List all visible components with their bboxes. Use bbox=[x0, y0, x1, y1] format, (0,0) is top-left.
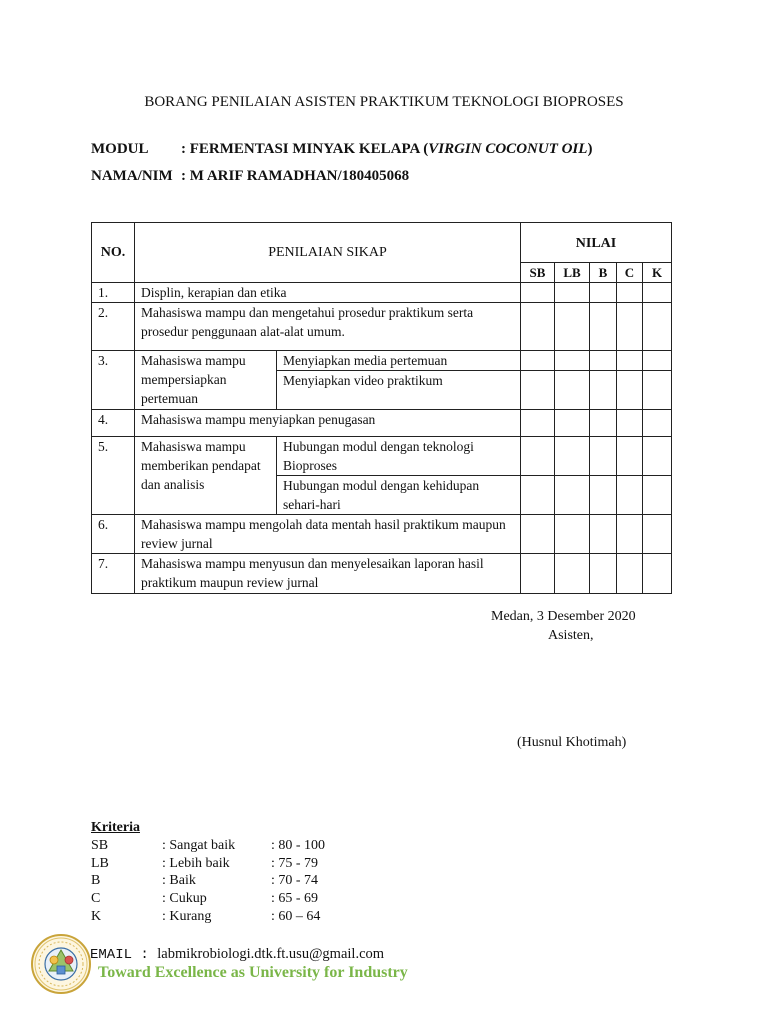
row-no: 2. bbox=[92, 303, 135, 351]
criteria-code: B bbox=[91, 873, 101, 889]
grade-cell[interactable] bbox=[643, 283, 672, 303]
row-no: 4. bbox=[92, 410, 135, 437]
grade-cell[interactable] bbox=[617, 351, 643, 371]
grade-cell[interactable] bbox=[643, 303, 672, 351]
grade-cell[interactable] bbox=[521, 554, 555, 594]
grade-cell[interactable] bbox=[643, 476, 672, 515]
table-row bbox=[92, 515, 672, 554]
email-sep: : bbox=[140, 947, 149, 963]
criteria-range: : 75 - 79 bbox=[271, 855, 319, 871]
grade-header-k: K bbox=[643, 263, 672, 283]
nama-value-line bbox=[181, 168, 409, 185]
email-label: EMAIL bbox=[90, 947, 133, 963]
nama-label: NAMA/NIM bbox=[91, 168, 173, 184]
table-row bbox=[92, 351, 672, 371]
grade-cell[interactable] bbox=[643, 515, 672, 554]
criteria-desc: : Lebih baik bbox=[162, 855, 230, 871]
criteria-item bbox=[91, 855, 391, 873]
criteria-code: K bbox=[91, 908, 102, 924]
row-subitem: Menyiapkan media pertemuan bbox=[277, 351, 521, 371]
place-date: Medan, 3 Desember 2020 bbox=[491, 609, 636, 624]
grade-cell[interactable] bbox=[555, 437, 590, 476]
criteria-range: : 70 - 74 bbox=[271, 873, 319, 889]
grade-cell[interactable] bbox=[643, 554, 672, 594]
modul-value-line bbox=[181, 141, 592, 158]
row-no: 3. bbox=[92, 351, 135, 410]
row-no: 6. bbox=[92, 515, 135, 554]
grade-cell[interactable] bbox=[590, 410, 617, 437]
grade-cell[interactable] bbox=[521, 410, 555, 437]
row-subitem: Hubungan modul dengan kehidupan sehari-hari bbox=[277, 476, 521, 515]
header-penilaian: PENILAIAN SIKAP bbox=[135, 223, 521, 283]
header-no: NO. bbox=[92, 223, 135, 283]
footer-motto: Toward Excellence as University for Industry bbox=[98, 964, 408, 981]
grade-cell[interactable] bbox=[617, 283, 643, 303]
table-row bbox=[92, 437, 672, 476]
nama-sep: : bbox=[181, 168, 186, 184]
modul-close: ) bbox=[587, 141, 593, 157]
row-text: Mahasiswa mampu menyiapkan penugasan bbox=[135, 410, 521, 437]
criteria-range: : 65 - 69 bbox=[271, 891, 319, 907]
signature-name: (Husnul Khotimah) bbox=[517, 735, 627, 750]
row-text: Mahasiswa mampu menyusun dan menyelesaikan laporan hasil praktikum maupun review jurnal bbox=[135, 554, 521, 594]
table-row bbox=[92, 303, 672, 351]
row-subitem: Menyiapkan video praktikum bbox=[277, 371, 521, 410]
criteria-item bbox=[91, 890, 391, 908]
grade-cell[interactable] bbox=[521, 437, 555, 476]
grade-cell[interactable] bbox=[555, 476, 590, 515]
grade-cell[interactable] bbox=[555, 410, 590, 437]
table-row bbox=[92, 410, 672, 437]
criteria-desc: : Kurang bbox=[162, 908, 212, 924]
row-subitem: Hubungan modul dengan teknologi Bioproses bbox=[277, 437, 521, 476]
criteria-item bbox=[91, 837, 391, 855]
modul-line bbox=[91, 141, 149, 158]
assessment-table bbox=[91, 222, 672, 594]
criteria-range: : 60 – 64 bbox=[271, 908, 321, 924]
table-row bbox=[92, 283, 672, 303]
row-text: Displin, kerapian dan etika bbox=[135, 283, 521, 303]
criteria-desc: : Baik bbox=[162, 873, 196, 889]
grade-cell[interactable] bbox=[590, 371, 617, 410]
row-text: Mahasiswa mampu mengolah data mentah hasil praktikum maupun review jurnal bbox=[135, 515, 521, 554]
header-nilai: NILAI bbox=[521, 223, 672, 263]
grade-cell[interactable] bbox=[555, 554, 590, 594]
modul-value: FERMENTASI MINYAK KELAPA ( bbox=[189, 141, 429, 157]
grade-cell[interactable] bbox=[555, 283, 590, 303]
row-no: 1. bbox=[92, 283, 135, 303]
modul-sep: : bbox=[181, 141, 186, 157]
grade-cell[interactable] bbox=[617, 437, 643, 476]
nama-value: M ARIF RAMADHAN/180405068 bbox=[189, 168, 410, 184]
criteria-desc: : Cukup bbox=[162, 891, 207, 907]
grade-cell[interactable] bbox=[521, 476, 555, 515]
criteria-range: : 80 - 100 bbox=[271, 837, 326, 853]
email-link[interactable]: labmikrobiologi.dtk.ft.usu@gmail.com bbox=[157, 946, 385, 962]
criteria-item bbox=[91, 908, 391, 926]
nama-line bbox=[91, 168, 173, 185]
footer-email-line bbox=[90, 946, 384, 963]
grade-cell[interactable] bbox=[590, 476, 617, 515]
criteria-code: LB bbox=[91, 855, 109, 871]
grade-cell[interactable] bbox=[643, 437, 672, 476]
grade-cell[interactable] bbox=[521, 351, 555, 371]
grade-cell[interactable] bbox=[555, 351, 590, 371]
grade-cell[interactable] bbox=[590, 437, 617, 476]
grade-cell[interactable] bbox=[590, 351, 617, 371]
row-text: Mahasiswa mampu mempersiapkan pertemuan bbox=[135, 351, 277, 410]
grade-cell[interactable] bbox=[555, 371, 590, 410]
modul-italic: VIRGIN COCONUT OIL bbox=[428, 141, 588, 157]
signature-role: Asisten, bbox=[548, 628, 594, 643]
grade-cell[interactable] bbox=[521, 371, 555, 410]
grade-cell[interactable] bbox=[617, 515, 643, 554]
grade-cell[interactable] bbox=[590, 554, 617, 594]
criteria-code: C bbox=[91, 891, 101, 907]
grade-header-b: B bbox=[590, 263, 617, 283]
grade-cell[interactable] bbox=[590, 515, 617, 554]
grade-cell[interactable] bbox=[590, 283, 617, 303]
grade-cell[interactable] bbox=[555, 515, 590, 554]
grade-cell[interactable] bbox=[643, 371, 672, 410]
grade-cell[interactable] bbox=[521, 283, 555, 303]
grade-cell[interactable] bbox=[521, 515, 555, 554]
criteria-desc: : Sangat baik bbox=[162, 837, 236, 853]
row-no: 7. bbox=[92, 554, 135, 594]
grade-cell[interactable] bbox=[617, 303, 643, 351]
grade-header-sb: SB bbox=[521, 263, 555, 283]
grade-cell[interactable] bbox=[555, 303, 590, 351]
criteria-code: SB bbox=[91, 837, 109, 853]
grade-cell[interactable] bbox=[617, 476, 643, 515]
row-text: Mahasiswa mampu dan mengetahui prosedur praktikum serta prosedur penggunaan alat-alat umum. bbox=[135, 303, 521, 351]
criteria-item bbox=[91, 872, 391, 890]
grade-header-c: C bbox=[617, 263, 643, 283]
grade-cell[interactable] bbox=[590, 303, 617, 351]
grade-cell[interactable] bbox=[617, 371, 643, 410]
grade-cell[interactable] bbox=[617, 554, 643, 594]
grade-cell[interactable] bbox=[521, 303, 555, 351]
document-title: BORANG PENILAIAN ASISTEN PRAKTIKUM TEKNOLOGI BIOPROSES bbox=[144, 94, 624, 110]
grade-cell[interactable] bbox=[643, 410, 672, 437]
modul-label: MODUL bbox=[91, 141, 149, 157]
table-row bbox=[92, 554, 672, 594]
row-no: 5. bbox=[92, 437, 135, 515]
criteria-block bbox=[91, 819, 391, 926]
grade-cell[interactable] bbox=[643, 351, 672, 371]
row-text: Mahasiswa mampu memberikan pendapat dan analisis bbox=[135, 437, 277, 515]
grade-cell[interactable] bbox=[617, 410, 643, 437]
criteria-heading: Kriteria bbox=[91, 820, 140, 835]
university-seal-icon bbox=[30, 933, 92, 995]
grade-header-lb: LB bbox=[555, 263, 590, 283]
